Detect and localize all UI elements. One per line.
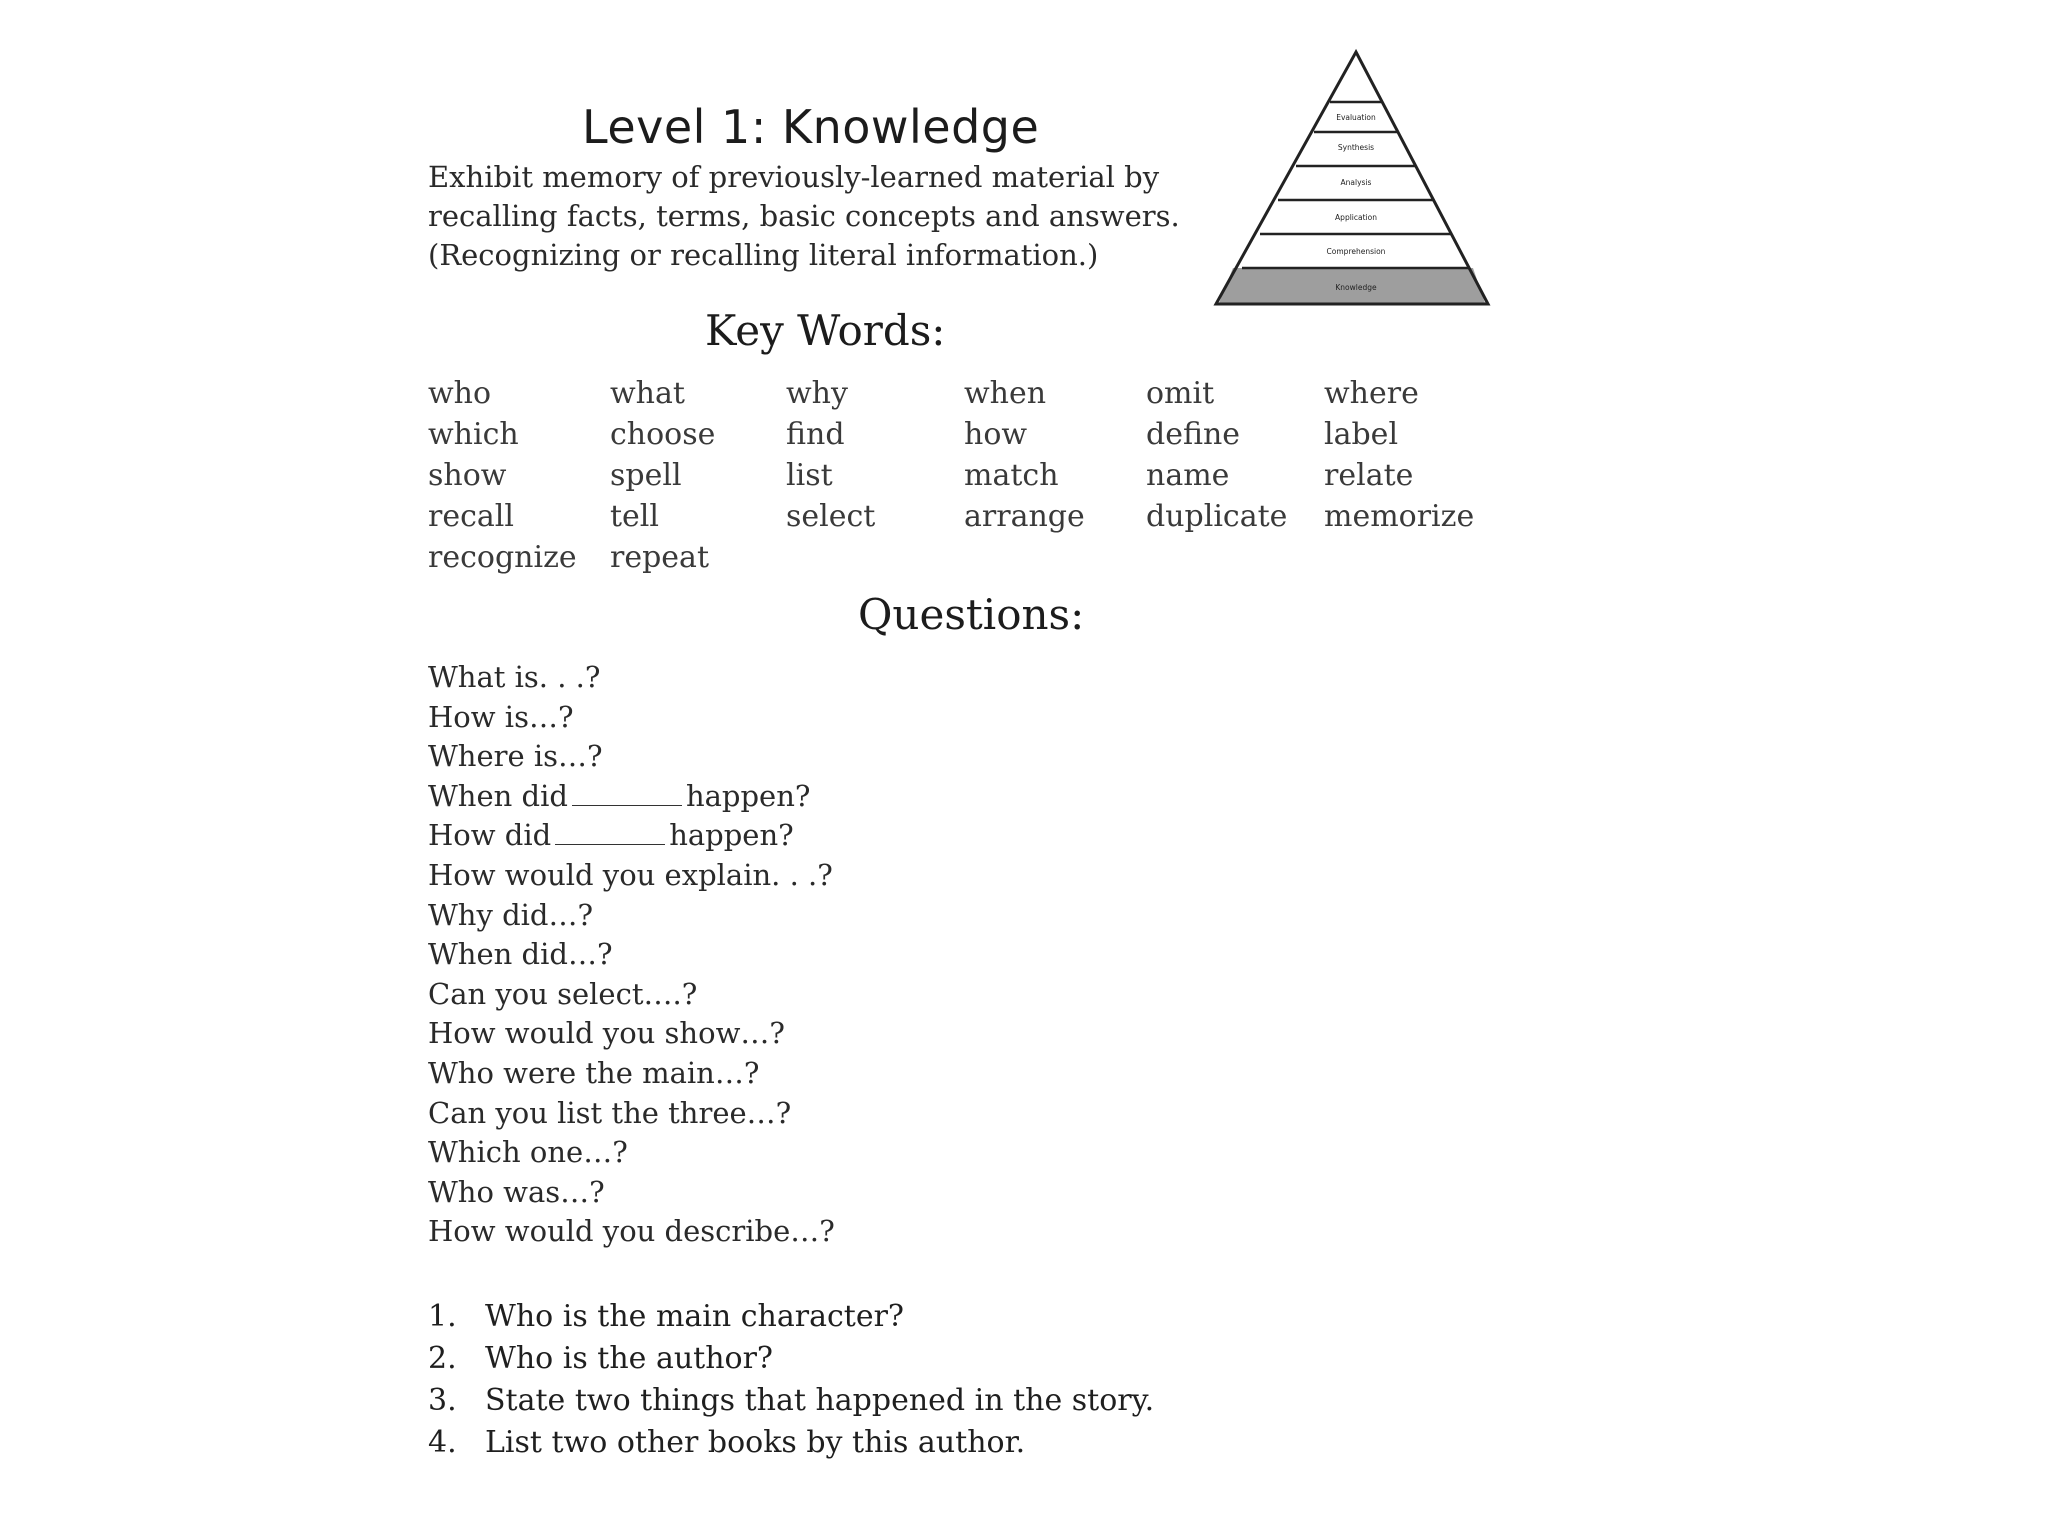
item-text: List two other books by this author. [485,1425,1026,1460]
intro-line: (Recognizing or recalling literal information.) [428,238,1099,272]
item-number: 2. [428,1341,457,1376]
keyword: where [1324,376,1419,411]
intro-line: Exhibit memory of previously-learned material by [428,160,1160,194]
questions-list [428,658,835,1252]
keyword: name [1146,458,1230,493]
keyword: why [786,376,848,411]
keyword: match [964,458,1059,493]
blooms-taxonomy-pyramid [1210,48,1500,308]
intro-line: recalling facts, terms, basic concepts and answers. [428,199,1180,233]
list-item [428,1380,1154,1422]
pyramid-label-analysis: Analysis [1340,178,1372,187]
question-item: How would you explain. . .? [428,857,833,892]
keyword: tell [610,499,659,534]
keyword: list [786,458,833,493]
keyword: label [1324,417,1399,452]
keyword: which [428,417,519,452]
item-number: 4. [428,1425,457,1460]
item-text: Who is the author? [485,1341,774,1376]
list-item [428,1296,1154,1338]
keyword: spell [610,458,682,493]
keyword: memorize [1324,499,1475,534]
keyword: relate [1324,458,1414,493]
keyword: select [786,499,876,534]
keyword: recall [428,499,514,534]
question-item: What is. . .? [428,660,601,694]
keywords-heading: Key Words: [705,306,946,355]
keyword: when [964,376,1047,411]
item-text: Who is the main character? [485,1299,905,1334]
pyramid-label-comprehension: Comprehension [1326,247,1386,256]
keywords-grid [428,373,1494,578]
question-item [428,816,835,856]
keyword: who [428,376,492,411]
item-text: State two things that happened in the story. [485,1383,1155,1418]
question-item: How would you describe…? [428,1214,835,1249]
example-questions-list [428,1296,1154,1464]
question-item: Who were the main…? [428,1055,760,1090]
question-text: happen? [669,818,794,853]
item-number: 1. [428,1299,457,1334]
pyramid-label-application: Application [1335,213,1377,222]
page-title: Level 1: Knowledge [582,100,1040,154]
keyword: repeat [610,540,709,575]
intro-paragraph [428,158,1208,275]
pyramid-label-knowledge: Knowledge [1335,283,1377,292]
question-text: When did [428,778,568,813]
keyword: what [610,376,685,411]
keyword: how [964,417,1028,452]
question-item: Which one…? [428,1135,628,1170]
question-text: happen? [685,778,811,813]
question-item: Who was…? [428,1174,605,1209]
list-item [428,1422,1154,1464]
keyword: duplicate [1146,499,1288,534]
question-item: Can you list the three…? [428,1095,792,1130]
pyramid-label-synthesis: Synthesis [1337,143,1375,152]
keyword: recognize [428,540,577,575]
answer-blank [555,816,665,845]
keyword: define [1146,417,1241,452]
item-number: 3. [428,1383,457,1418]
question-item: How would you show…? [428,1016,785,1051]
question-item: Can you select….? [428,976,698,1011]
questions-heading: Questions: [858,590,1085,639]
question-item: Why did…? [428,897,594,932]
keyword: find [786,417,845,452]
question-text: How did [428,818,552,853]
keyword: show [428,458,507,493]
question-item [428,777,835,817]
pyramid-label-evaluation: Evaluation [1336,113,1376,122]
answer-blank [572,777,682,806]
keyword: arrange [964,499,1085,534]
question-item: How is…? [428,699,574,734]
list-item [428,1338,1154,1380]
keyword: choose [610,417,716,452]
question-item: When did…? [428,937,613,972]
keyword: omit [1146,376,1215,411]
question-item: Where is…? [428,739,603,774]
